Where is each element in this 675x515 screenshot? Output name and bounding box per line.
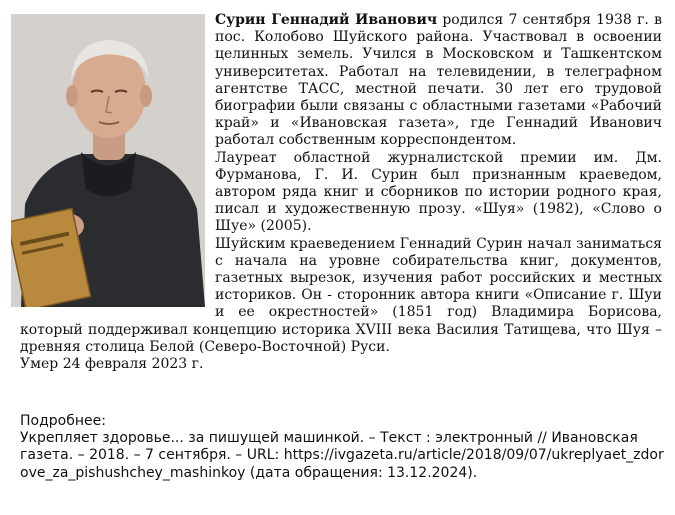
citation-text: Укрепляет здоровье... за пишущей машинкой. – Текст : электронный // Ивановская газета. – 2018. – 7 сентября. – URL: (20, 430, 638, 464)
photo-float-spacer (20, 12, 215, 305)
access-date: (дата обращения: 13.12.2024). (249, 464, 478, 481)
more-label: Подробнее: (20, 413, 106, 429)
bio-paragraph-4: Умер 24 февраля 2023 г. (20, 356, 204, 373)
bio-paragraph-1-text: родился 7 сентября 1938 г. в пос. Колобово Шуйского района. Участвовал в освоении целинных земель. Учился в Московском и Ташкентском университетах. Работал на телевидении, в телеграфном агентстве ТАСС, местной печати. 30 лет его трудовой биографии были связаны с областными газетами «Рабочий край» и «Ивановская газета», где Геннадий Иванович работал собственным корреспондентом. (215, 12, 662, 149)
biography-text (20, 12, 662, 373)
bio-paragraph-2: Лауреат областной журналистской премии им. Дм. Фурманова, Г. И. Сурин был признанным краеведом, автором ряда книг и сборников по истории родного края, писал и художественную прозу. «Шуя» (1982), «Слово о Шуе» (2005). (215, 149, 662, 235)
source-citation (20, 430, 670, 482)
source-url-link[interactable]: https://ivgazeta.ru/article/2018/09/07/ukreplyaet_zdorove_za_pishushchey_mashinkoy (20, 447, 664, 481)
bio-paragraph-3: Шуйским краеведением Геннадий Сурин начал заниматься с начала на уровне собирательства книг, документов, газетных вырезок, изучения работ российских и местных историков. Он - сторонник автора книги «Описание г. Шуи и ее окрестностей» (1851 год) Владимира Борисова, который поддерживал концепцию историка XVIII века Василия Татищева, что Шуя – древняя столица Белой (Северо-Восточной) Руси. (20, 235, 662, 355)
source-reference (20, 413, 670, 482)
person-name: Сурин Геннадий Иванович (215, 12, 438, 28)
